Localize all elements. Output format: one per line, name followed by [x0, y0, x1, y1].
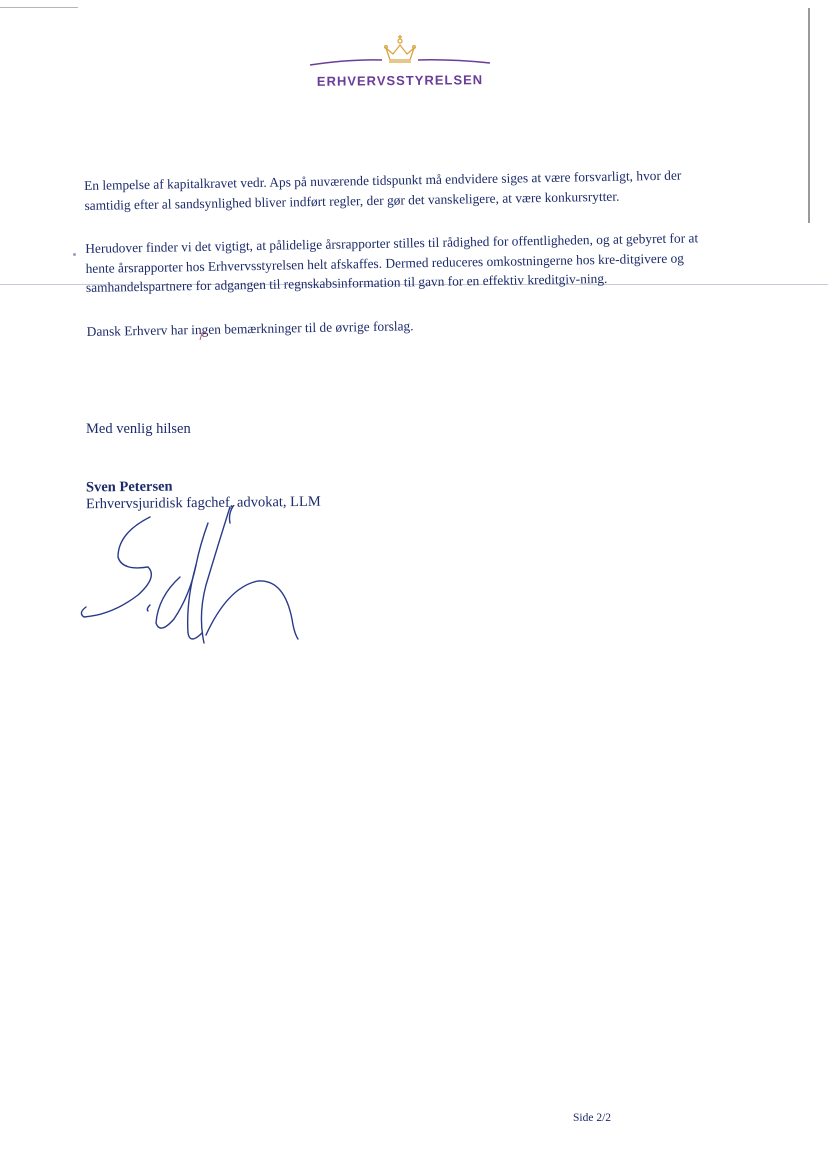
handwritten-signature-icon [78, 505, 318, 650]
scan-edge-top [0, 7, 78, 8]
scan-speck [73, 253, 76, 256]
page-number: Side 2/2 [573, 1112, 612, 1124]
closing-greeting: Med venlig hilsen [86, 421, 191, 437]
pen-mark-icon [198, 330, 210, 342]
signer-name: Sven Petersen [85, 478, 173, 496]
letter-body [84, 165, 723, 341]
logo-wordmark: ERHVERVSSTYRELSEN [316, 72, 484, 89]
erhvervsstyrelsen-logo [300, 30, 500, 100]
signer-title: Erhvervsjuridisk fagchef, advokat, LLM [85, 493, 321, 513]
paragraph-no-further-remarks: Dansk Erhverv har ingen bemærkninger til de øvrige forslag. [86, 317, 414, 339]
paragraph-capital-requirement: En lempelse af kapitalkravet vedr. Aps på nuværende tidspunkt må endvidere siges at være forsvarligt, hvor der samtidig efter al sandsynlighed bliver indført regler, der gør det vanskeligere, at være konkursrytter. [84, 167, 682, 213]
scan-edge-right [808, 8, 810, 223]
paragraph-annual-reports: Herudover finder vi det vigtigt, at pålidelige årsrapporter stilles til rådighed for offentligheden, og at gebyret for at hente årsrapporter hos Erhvervsstyrelsen helt afskaffes. Dermed reduceres omkostningerne hos kre-ditgivere og samhandelspartnere for adgangen til regnskabsinformation til gavn for en effektiv kreditgiv-ning. [85, 230, 699, 295]
crown-icon [300, 30, 500, 75]
